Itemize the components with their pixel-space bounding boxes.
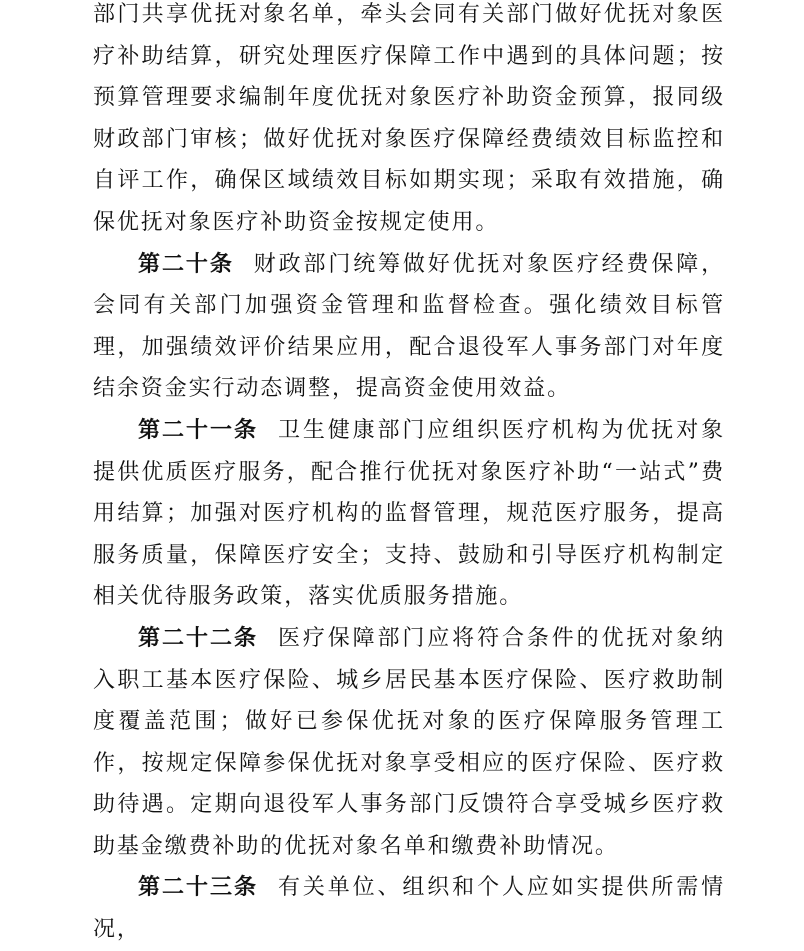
paragraph-text: 财政部门统筹做好优抚对象医疗经费保障，会同有关部门加强资金管理和监督检查。强化绩效目标管理，加强绩效评价结果应用，配合退役军人事务部门对年度结余资金实行动态调整，提高资金使用效益。 — [93, 251, 725, 402]
article-22 — [93, 618, 725, 868]
document-page — [93, 0, 725, 951]
article-number: 第二十三条 — [138, 875, 258, 901]
paragraph-text: 有关单位、组织和个人应如实提供所需情况， — [93, 875, 725, 943]
article-number: 第二十二条 — [138, 625, 258, 651]
article-number: 第二十一条 — [138, 417, 258, 443]
article-number: 第二十条 — [138, 251, 234, 277]
paragraph-text: 部门共享优抚对象名单，牵头会同有关部门做好优抚对象医疗补助结算，研究处理医疗保障工作中遇到的具体问题；按预算管理要求编制年度优抚对象医疗补助资金预算，报同级财政部门审核；做好优抚对象医疗保障经费绩效目标监控和自评工作，确保区域绩效目标如期实现；采取有效措施，确保优抚对象医疗补助资金按规定使用。 — [93, 2, 725, 235]
paragraph-continuation — [93, 0, 725, 244]
article-23 — [93, 867, 725, 950]
paragraph-text: 卫生健康部门应组织医疗机构为优抚对象提供优质医疗服务，配合推行优抚对象医疗补助“一站式”费用结算；加强对医疗机构的监督管理，规范医疗服务，提高服务质量，保障医疗安全；支持、鼓励和引导医疗机构制定相关优待服务政策，落实优质服务措施。 — [93, 417, 725, 610]
paragraph-text: 医疗保障部门应将符合条件的优抚对象纳入职工基本医疗保险、城乡居民基本医疗保险、医疗救助制度覆盖范围；做好已参保优抚对象的医疗保障服务管理工作，按规定保障参保优抚对象享受相应的医疗保险、医疗救助待遇。定期向退役军人事务部门反馈符合享受城乡医疗救助基金缴费补助的优抚对象名单和缴费补助情况。 — [93, 625, 725, 859]
article-21 — [93, 410, 725, 618]
article-20 — [93, 244, 725, 410]
